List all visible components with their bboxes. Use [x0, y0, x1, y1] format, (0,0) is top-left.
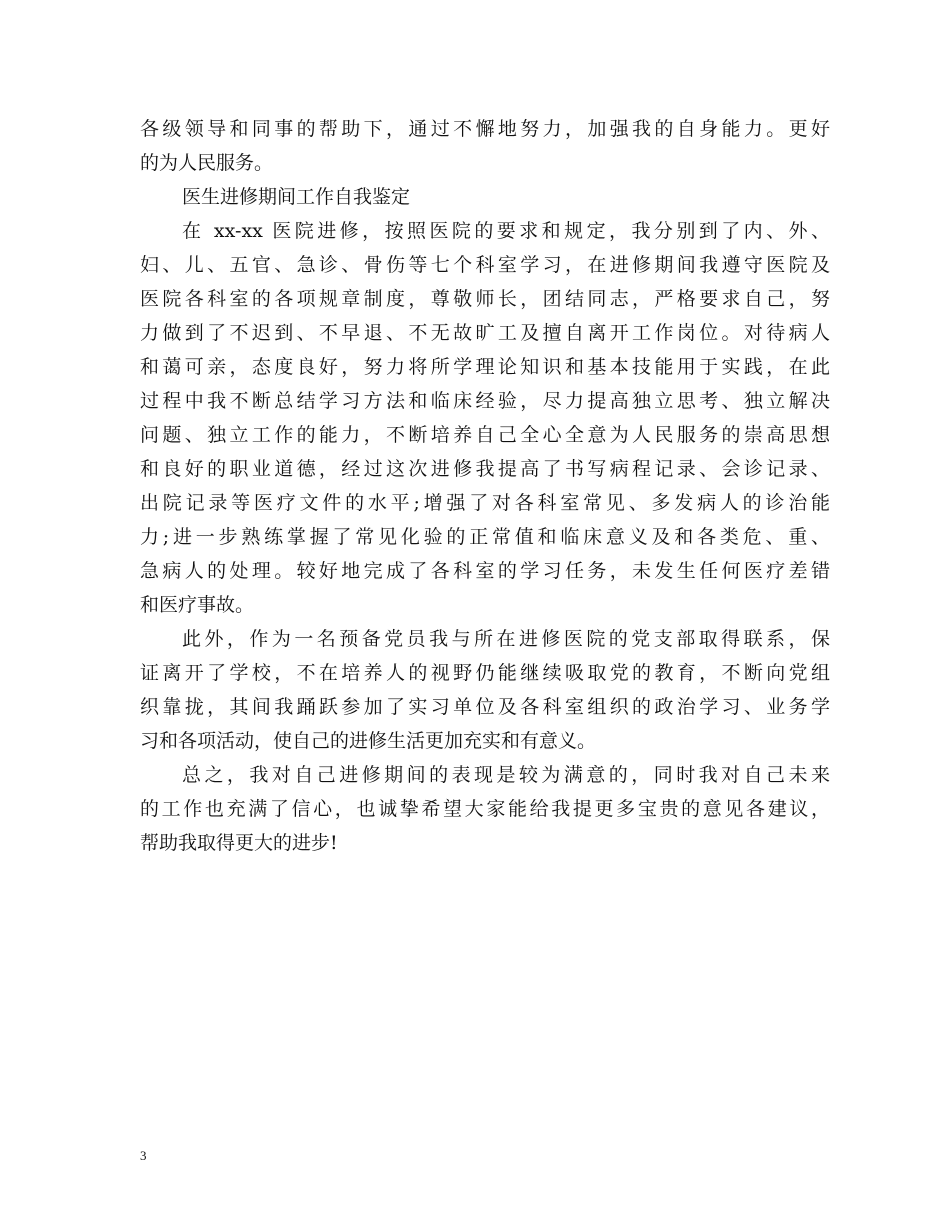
text-line: 总之，我对自己进修期间的表现是较为满意的，同时我对自己未来 [182, 764, 830, 786]
text-line: 的工作也充满了信心，也诚挚希望大家能给我提更多宝贵的意见各建议， [140, 798, 830, 820]
text-line: 的为人民服务。 [140, 152, 274, 174]
paragraph-conclusion [140, 758, 830, 860]
text-line: 过程中我不断总结学习方法和临床经验，尽力提高独立思考、独立解决 [140, 390, 830, 412]
text-line: 力;进一步熟练掌握了常见化验的正常值和临床意义及和各类危、重、 [140, 526, 830, 548]
text-line: 在 xx-xx 医院进修，按照医院的要求和规定，我分别到了内、外、 [182, 220, 830, 242]
text-line: 力做到了不迟到、不早退、不无故旷工及擅自离开工作岗位。对待病人 [140, 322, 830, 344]
paragraph-training-summary [140, 214, 830, 622]
text-line: 医院各科室的各项规章制度，尊敬师长，团结同志，严格要求自己，努 [140, 288, 830, 310]
body-text [140, 112, 830, 860]
paragraph-continuation [140, 112, 830, 180]
heading-text: 医生进修期间工作自我鉴定 [182, 186, 411, 208]
text-line: 问题、独立工作的能力，不断培养自己全心全意为人民服务的崇高思想 [140, 424, 830, 446]
text-line: 习和各项活动，使自己的进修生活更加充实和有意义。 [140, 730, 597, 752]
text-line: 出院记录等医疗文件的水平;增强了对各科室常见、多发病人的诊治能 [140, 492, 830, 514]
page-number: 3 [140, 1148, 147, 1163]
text-line: 帮助我取得更大的进步! [140, 832, 338, 854]
text-line: 和医疗事故。 [140, 594, 255, 616]
text-line: 和蔼可亲，态度良好，努力将所学理论知识和基本技能用于实践，在此 [140, 356, 830, 378]
text-line: 各级领导和同事的帮助下，通过不懈地努力，加强我的自身能力。更好 [140, 118, 830, 140]
text-line: 和良好的职业道德，经过这次进修我提高了书写病程记录、会诊记录、 [140, 458, 830, 480]
text-line: 此外，作为一名预备党员我与所在进修医院的党支部取得联系，保 [182, 628, 830, 650]
text-line: 急病人的处理。较好地完成了各科室的学习任务，未发生任何医疗差错 [140, 560, 830, 582]
text-line: 妇、儿、五官、急诊、骨伤等七个科室学习，在进修期间我遵守医院及 [140, 254, 830, 276]
text-line: 证离开了学校，不在培养人的视野仍能继续吸取党的教育，不断向党组 [140, 662, 830, 684]
paragraph-party-member [140, 622, 830, 758]
text-line: 织靠拢，其间我踊跃参加了实习单位及各科室组织的政治学习、业务学 [140, 696, 830, 718]
section-heading [140, 180, 830, 214]
